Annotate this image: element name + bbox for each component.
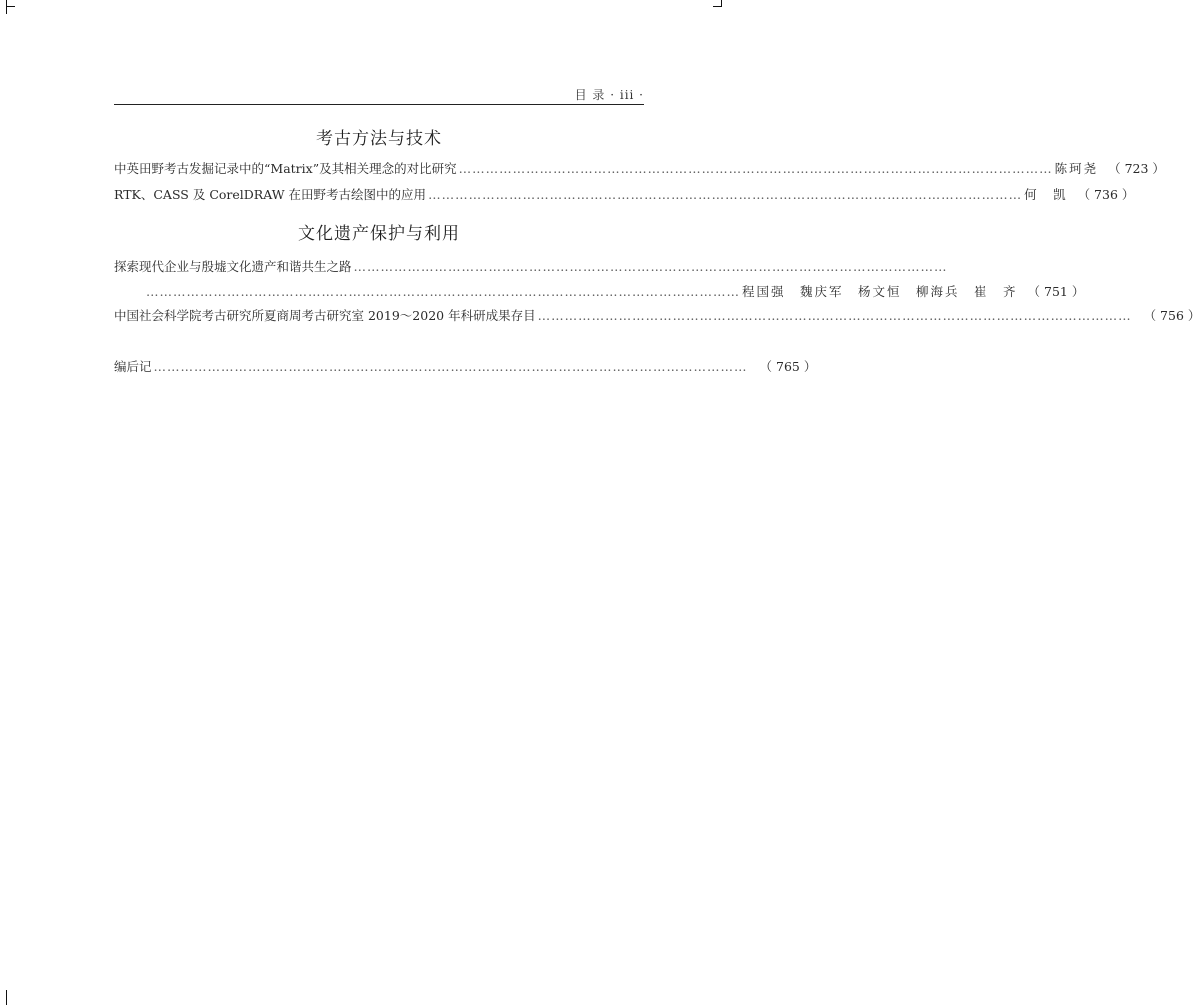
- toc-entry-title: RTK、CASS 及 CorelDRAW 在田野考古绘图中的应用: [114, 187, 427, 202]
- running-head: 目 录 · iii ·: [574, 88, 644, 102]
- toc-entry-continuation[interactable]: [144, 282, 1085, 300]
- dot-leader: ……………………………………………………………………………………………………………………: [353, 259, 948, 274]
- toc-entry-title: 探索现代企业与殷墟文化遗产和谐共生之路: [114, 259, 352, 274]
- header-rule: [114, 104, 644, 105]
- toc-entry[interactable]: [114, 357, 817, 375]
- dot-leader: ……………………………………………………………………………………………………………………: [146, 284, 740, 299]
- section-title: 考古方法与技术: [316, 129, 442, 149]
- toc-entry[interactable]: [114, 185, 1135, 203]
- dot-leader: ……………………………………………………………………………………………………………………: [153, 359, 748, 374]
- crop-mark: [6, 6, 15, 7]
- toc-entry-author: 何 凯: [1024, 187, 1068, 202]
- toc-entry-page: （ 756 ）: [1143, 308, 1200, 323]
- toc-entry-author: 陈珂尧: [1054, 161, 1099, 176]
- section-title: 文化遗产保护与利用: [298, 224, 460, 244]
- toc-entry[interactable]: [114, 306, 1200, 324]
- toc-entry[interactable]: [114, 159, 1165, 177]
- crop-mark: [6, 0, 7, 14]
- dot-leader: ……………………………………………………………………………………………………………………: [458, 161, 1053, 176]
- toc-entry-title: 编后记: [114, 359, 152, 374]
- toc-entry-page: （ 765 ）: [759, 359, 817, 374]
- toc-entry-title: 中国社会科学院考古研究所夏商周考古研究室 2019～2020 年科研成果存目: [114, 308, 536, 323]
- crop-mark: [713, 6, 722, 7]
- crop-mark: [6, 990, 7, 1005]
- toc-entry-author: 程国强 魏庆军 杨文恒 柳海兵 崔 齐: [742, 284, 1018, 299]
- toc-entry[interactable]: [114, 257, 948, 275]
- dot-leader: ……………………………………………………………………………………………………………………: [428, 187, 1023, 202]
- toc-entry-page: （ 736 ）: [1077, 187, 1135, 202]
- toc-entry-page: （ 723 ）: [1108, 161, 1165, 176]
- toc-entry-page: （ 751 ）: [1027, 284, 1085, 299]
- toc-entry-title: 中英田野考古发掘记录中的“Matrix”及其相关理念的对比研究: [114, 161, 457, 176]
- dot-leader: ……………………………………………………………………………………………………………………: [537, 308, 1132, 323]
